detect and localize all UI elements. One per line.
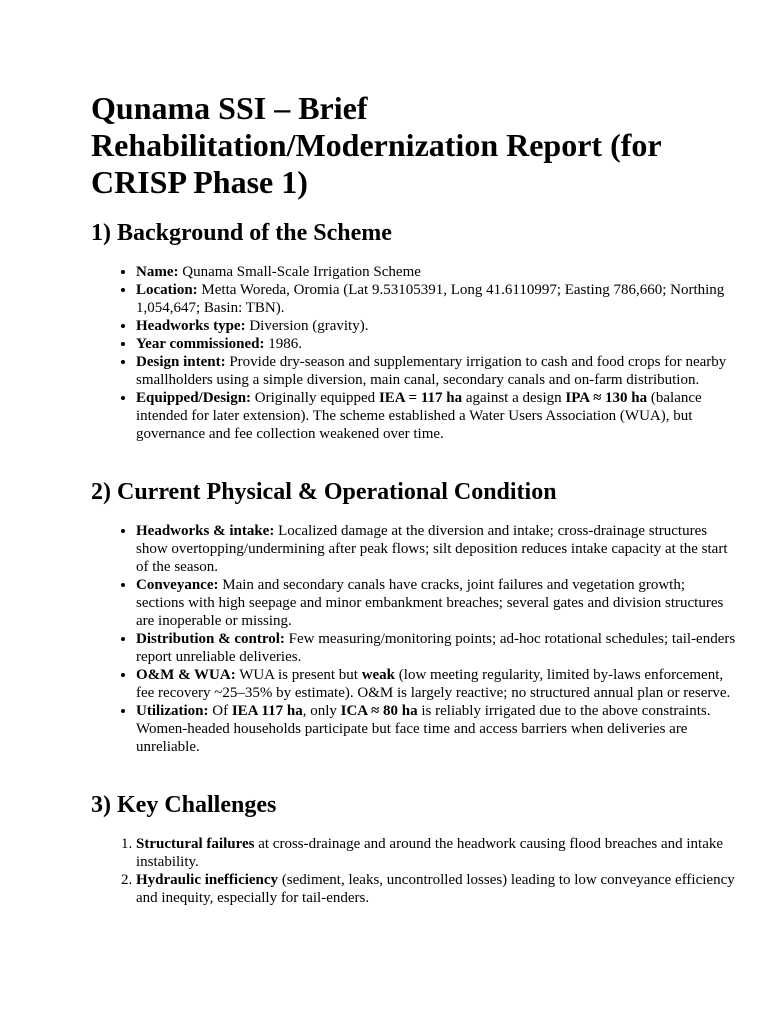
list-item: • Headworks & intake: Localized damage at the diversion and intake; cross-drainage structures show overtopping/undermining after peak flows; silt deposition reduces intake capacity at the start of the season.: [136, 522, 736, 576]
list-item: • Conveyance: Main and secondary canals have cracks, joint failures and vegetation growth; sections with high seepage and minor embankment breaches; several gates and division structures are inoperable or missing.: [136, 576, 736, 630]
section-heading-background: 1) Background of the Scheme: [91, 220, 392, 246]
challenges-list: [91, 835, 736, 907]
list-item: • Design intent: Provide dry-season and supplementary irrigation to cash and food crops for nearby smallholders using a simple diversion, main canal, secondary canals and on-farm distribution.: [136, 353, 736, 389]
section-heading-challenges: 3) Key Challenges: [91, 792, 277, 818]
background-list: [91, 263, 736, 443]
list-item: • Distribution & control: Few measuring/monitoring points; ad-hoc rotational schedules; tail-enders report unreliable deliveries.: [136, 630, 736, 666]
document-title: Qunama SSI – Brief Rehabilitation/Modernization Report (for CRISP Phase 1): [91, 90, 662, 200]
list-item: • Headworks type: Diversion (gravity).: [136, 317, 736, 335]
list-item: • Year commissioned: 1986.: [136, 335, 736, 353]
list-item: 1. Structural failures at cross-drainage and around the headwork causing flood breaches and intake instability.: [136, 835, 736, 871]
list-item: • Utilization: Of IEA 117 ha, only ICA ≈ 80 ha is reliably irrigated due to the above constraints. Women-headed households participate but face time and access barriers when deliveries are unreliable.: [136, 702, 736, 756]
list-item: • Name: Qunama Small-Scale Irrigation Scheme: [136, 263, 736, 281]
list-item: • O&M & WUA: WUA is present but weak (low meeting regularity, limited by-laws enforcement, fee recovery ~25–35% by estimate). O&M is largely reactive; no structured annual plan or reserve.: [136, 666, 736, 702]
list-item: • Location: Metta Woreda, Oromia (Lat 9.53105391, Long 41.6110997; Easting 786,660; Northing 1,054,647; Basin: TBN).: [136, 281, 736, 317]
list-item: 2. Hydraulic inefficiency (sediment, leaks, uncontrolled losses) leading to low conveyance efficiency and inequity, especially for tail-enders.: [136, 871, 736, 907]
list-item: • Equipped/Design: Originally equipped IEA = 117 ha against a design IPA ≈ 130 ha (balance intended for later extension). The scheme established a Water Users Association (WUA), but governance and fee collection weakened over time.: [136, 389, 736, 443]
condition-list: [91, 522, 736, 756]
section-heading-condition: 2) Current Physical & Operational Condition: [91, 479, 557, 505]
